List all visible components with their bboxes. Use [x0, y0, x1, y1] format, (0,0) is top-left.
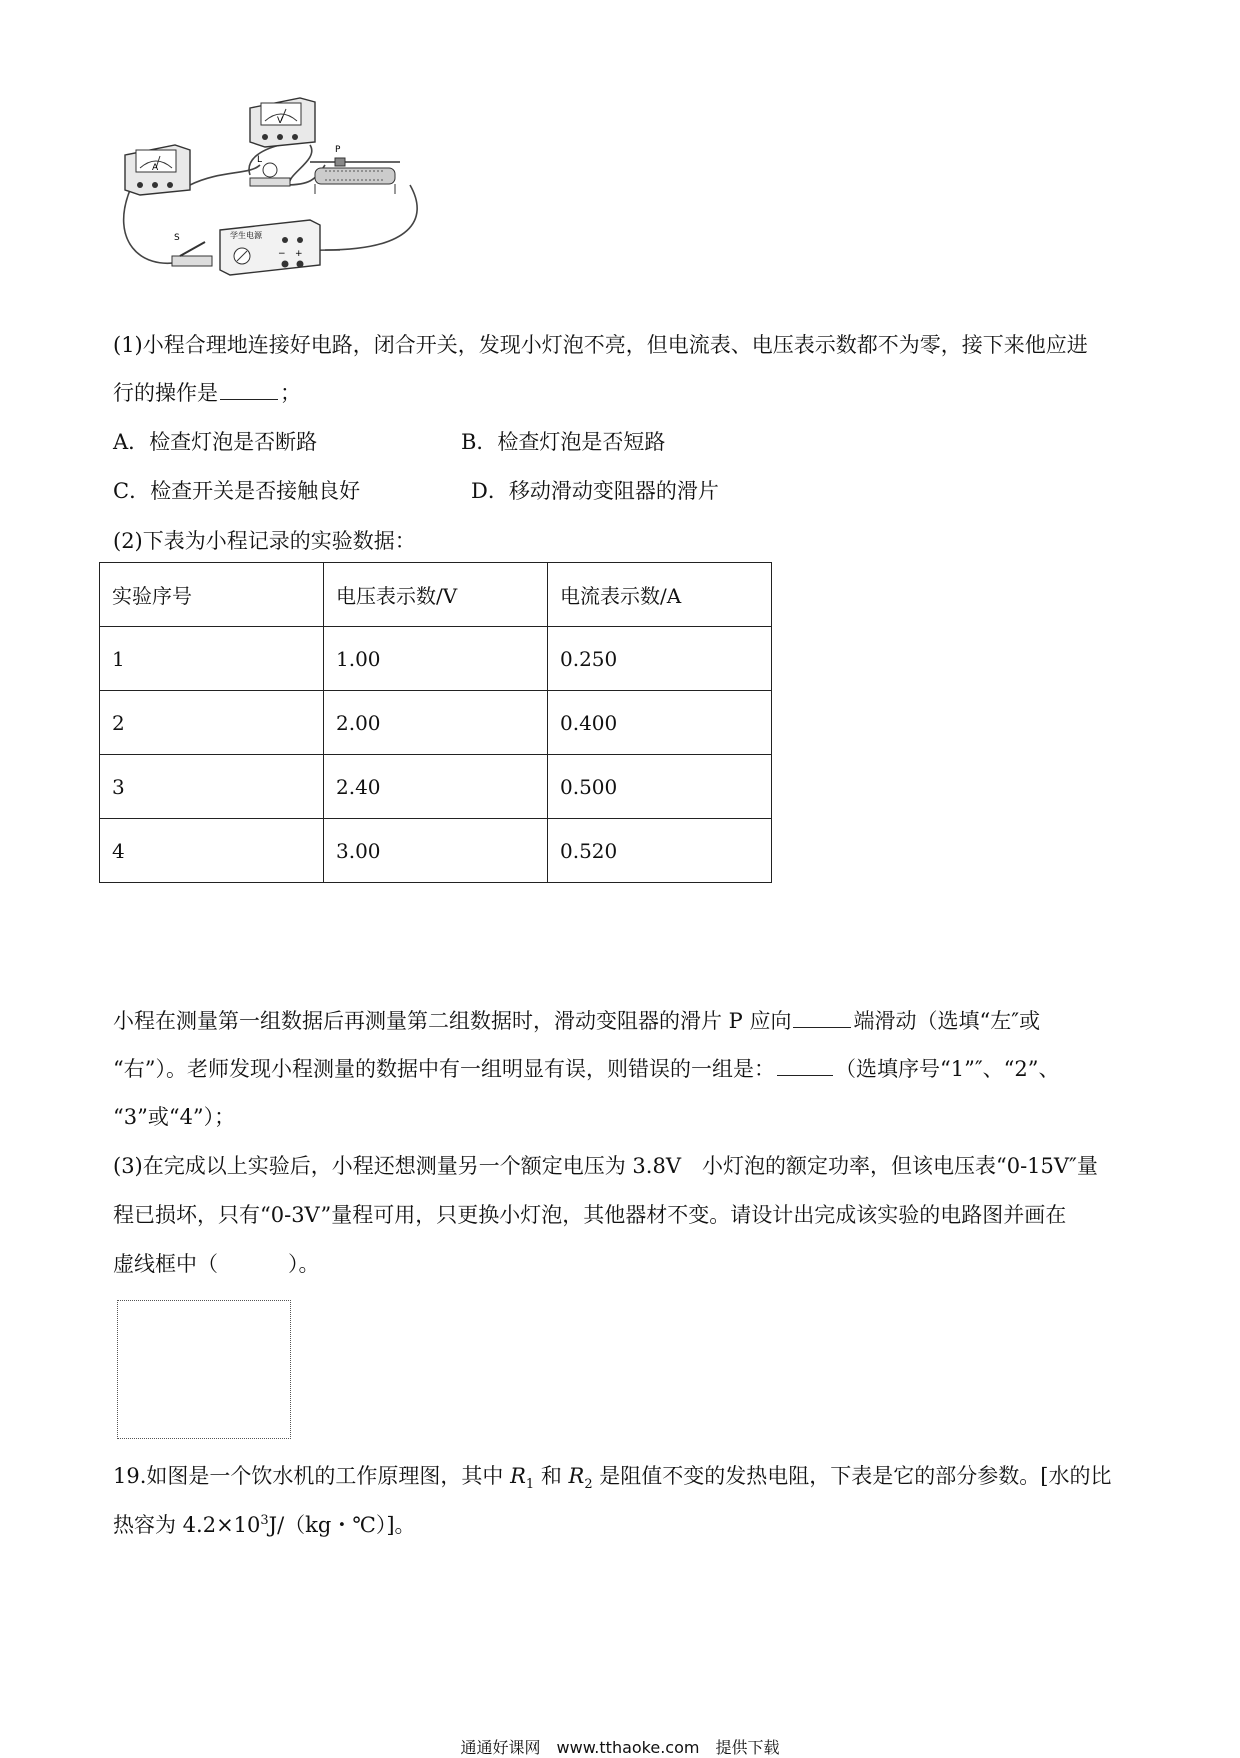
q19-line-2: [113, 1510, 416, 1540]
q1-option-c: C．检查开关是否接触良好: [113, 479, 361, 503]
q2-para2-text-after: （选填序号“1”″、“2”、: [834, 1057, 1060, 1081]
q1-text-line-1: (1)小程合理地连接好电路，闭合开关，发现小灯泡不亮，但电流表、电压表示数都不为零，接下来他应进: [113, 333, 1088, 357]
q2-direction-blank[interactable]: [793, 1007, 851, 1028]
ammeter: [125, 145, 190, 195]
q1-text-after-blank: ；: [280, 381, 301, 405]
lamp-mark: L: [257, 155, 263, 165]
switch: [172, 233, 212, 266]
circuit-diagram: [110, 90, 460, 300]
supply-plus-mark: +: [295, 249, 303, 259]
q19-line-1: [113, 1461, 1112, 1491]
table-row: [100, 627, 772, 691]
ammeter-mark: A: [152, 163, 159, 173]
page-footer: 通通好课网 www.tthaoke.com 提供下载: [460, 1738, 780, 1757]
q2-para1-text: 小程在测量第一组数据后再测量第二组数据时，滑动变阻器的滑片 P 应向: [113, 1009, 792, 1033]
q2-paragraph-line-2: [113, 1054, 1060, 1084]
table-cell: 1: [100, 627, 324, 691]
q19-line2-text-b: J/（kg・℃）]。: [268, 1513, 416, 1537]
q2-paragraph-line-1: [113, 1006, 1040, 1036]
lamp: [250, 155, 290, 186]
circuit-drawing-box[interactable]: [117, 1300, 291, 1439]
q1-option-b: B．检查灯泡是否短路: [461, 430, 666, 454]
table-row: [100, 819, 772, 883]
q2-para1-text-after: 端滑动（选填“左″或: [853, 1009, 1041, 1033]
q2-paragraph-line-3: “3”或“4”）；: [113, 1105, 236, 1129]
q1-option-d: D．移动滑动变阻器的滑片: [471, 479, 719, 503]
table-header-row: [100, 563, 772, 627]
r1-subscript: 1: [525, 1477, 535, 1493]
q1-text-line-2: [113, 378, 301, 408]
voltmeter: [250, 98, 315, 147]
table-row: [100, 691, 772, 755]
q3-line3-text: 虚线框中（: [113, 1252, 218, 1276]
table-cell: 1.00: [324, 627, 548, 691]
r2-subscript: 2: [584, 1477, 593, 1493]
q3-line-1: (3)在完成以上实验后，小程还想测量另一个额定电压为 3.8V 小灯泡的额定功率，但该电压表“0-15V″量: [113, 1154, 1098, 1178]
q3-line-3: [113, 1249, 320, 1279]
q3-line3-text-after: ）。: [288, 1252, 320, 1276]
table-cell: 2.00: [324, 691, 548, 755]
q19-text-c: 是阻值不变的发热电阻，下表是它的部分参数。[水的比: [592, 1464, 1112, 1488]
q2-error-group-blank[interactable]: [777, 1055, 833, 1076]
rheostat: [310, 145, 400, 194]
power-supply-label: 学生电源: [230, 231, 262, 240]
table-cell: 0.400: [548, 691, 772, 755]
table-header-cell: 电流表示数/A: [548, 563, 772, 627]
table-cell: 3.00: [324, 819, 548, 883]
power-supply: [220, 220, 320, 275]
q2-intro: (2)下表为小程记录的实验数据：: [113, 529, 416, 553]
r1-symbol: R: [510, 1464, 526, 1488]
q2-para2-text: “右”）。老师发现小程测量的数据中有一组明显有误，则错误的一组是：: [113, 1057, 775, 1081]
q3-line-2: 程已损坏，只有“0-3V”量程可用，只更换小灯泡，其他器材不变。请设计出完成该实验的电路图并画在: [113, 1203, 1067, 1227]
table-cell: 2: [100, 691, 324, 755]
table-cell: 3: [100, 755, 324, 819]
data-table: [99, 562, 772, 883]
q1-answer-blank[interactable]: [220, 379, 278, 400]
q19-text-b: 和: [534, 1464, 569, 1488]
table-cell: 0.520: [548, 819, 772, 883]
table-cell: 4: [100, 819, 324, 883]
q1-text-before-blank: 行的操作是: [113, 381, 218, 405]
table-cell: 0.500: [548, 755, 772, 819]
q19-exponent: 3: [260, 1513, 269, 1528]
table-header-cell: 实验序号: [100, 563, 324, 627]
q19-line2-text-a: 热容为 4.2×10: [113, 1513, 261, 1537]
supply-minus-mark: −: [278, 249, 286, 259]
switch-mark: S: [174, 233, 180, 243]
table-header-cell: 电压表示数/V: [324, 563, 548, 627]
circuit-figure: [110, 90, 460, 300]
table-row: [100, 755, 772, 819]
r2-symbol: R: [568, 1464, 585, 1488]
q19-text-a: 19.如图是一个饮水机的工作原理图，其中: [113, 1464, 511, 1488]
q1-option-a: A．检查灯泡是否断路: [113, 430, 318, 454]
table-cell: 2.40: [324, 755, 548, 819]
slider-mark: P: [335, 145, 341, 155]
voltmeter-mark: V: [277, 116, 284, 126]
table-cell: 0.250: [548, 627, 772, 691]
